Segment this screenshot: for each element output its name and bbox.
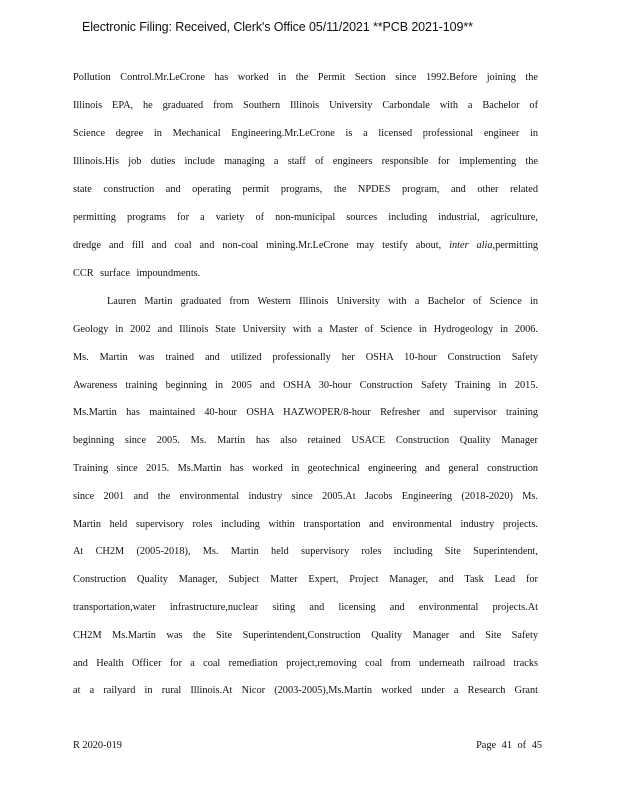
italic-phrase: inter alia — [449, 240, 493, 251]
body-line — [73, 240, 538, 251]
body-line: beginning since 2005. Ms. Martin has also retained USACE Construction Quality Manager — [73, 435, 538, 446]
body-line: Illinois EPA, he graduated from Southern Illinois University Carbondale with a Bachelor of — [73, 100, 538, 111]
body-line: CCR surface impoundments. — [73, 268, 201, 279]
body-line: Ms. Martin was trained and utilized professionally her OSHA 10-hour Construction Safety — [73, 352, 538, 363]
body-line: Ms.Martin has maintained 40-hour OSHA HAZWOPER/8-hour Refresher and supervisor training — [73, 407, 538, 418]
body-line: state construction and operating permit programs, the NPDES program, and other related — [73, 184, 538, 195]
body-line: Science degree in Mechanical Engineering.Mr.LeCrone is a licensed professional engineer in — [73, 128, 538, 139]
body-line: Construction Quality Manager, Subject Matter Expert, Project Manager, and Task Lead for — [73, 574, 538, 585]
body-line: at a railyard in rural Illinois.At Nicor (2003-2005),Ms.Martin worked under a Research Grant — [73, 685, 538, 696]
body-line: permitting programs for a variety of non-municipal sources including industrial, agriculture, — [73, 212, 538, 223]
body-line-tail: ,permitting — [492, 240, 538, 251]
body-line: since 2001 and the environmental industry since 2005.At Jacobs Engineering (2018-2020) Ms. — [73, 491, 538, 502]
body-line: Training since 2015. Ms.Martin has worked in geotechnical engineering and general construction — [73, 463, 538, 474]
body-line: Pollution Control.Mr.LeCrone has worked in the Permit Section since 1992.Before joining the — [73, 72, 538, 83]
body-line: Lauren Martin graduated from Western Illinois University with a Bachelor of Science in — [107, 296, 538, 307]
body-line-text: dredge and fill and coal and non-coal mining.Mr.LeCrone may testify about, — [73, 240, 450, 251]
footer-page-number: Page 41 of 45 — [476, 740, 542, 751]
body-line: Awareness training beginning in 2005 and OSHA 30-hour Construction Safety Training in 2015. — [73, 380, 538, 391]
body-line: Geology in 2002 and Illinois State University with a Master of Science in Hydrogeology in 2006. — [73, 324, 538, 335]
body-line: Illinois.His job duties include managing a staff of engineers responsible for implementing the — [73, 156, 538, 167]
body-line: CH2M Ms.Martin was the Site Superintendent,Construction Quality Manager and Site Safety — [73, 630, 538, 641]
filing-stamp: Electronic Filing: Received, Clerk's Office 05/11/2021 **PCB 2021-109** — [82, 20, 473, 34]
body-line: Martin held supervisory roles including within transportation and environmental industry projects. — [73, 519, 538, 530]
body-line: At CH2M (2005-2018), Ms. Martin held supervisory roles including Site Superintendent, — [73, 546, 538, 557]
body-line: transportation,water infrastructure,nuclear siting and licensing and environmental projects.At — [73, 602, 538, 613]
body-line: and Health Officer for a coal remediation project,removing coal from underneath railroad tracks — [73, 658, 538, 669]
footer-docket: R 2020-019 — [73, 740, 122, 751]
